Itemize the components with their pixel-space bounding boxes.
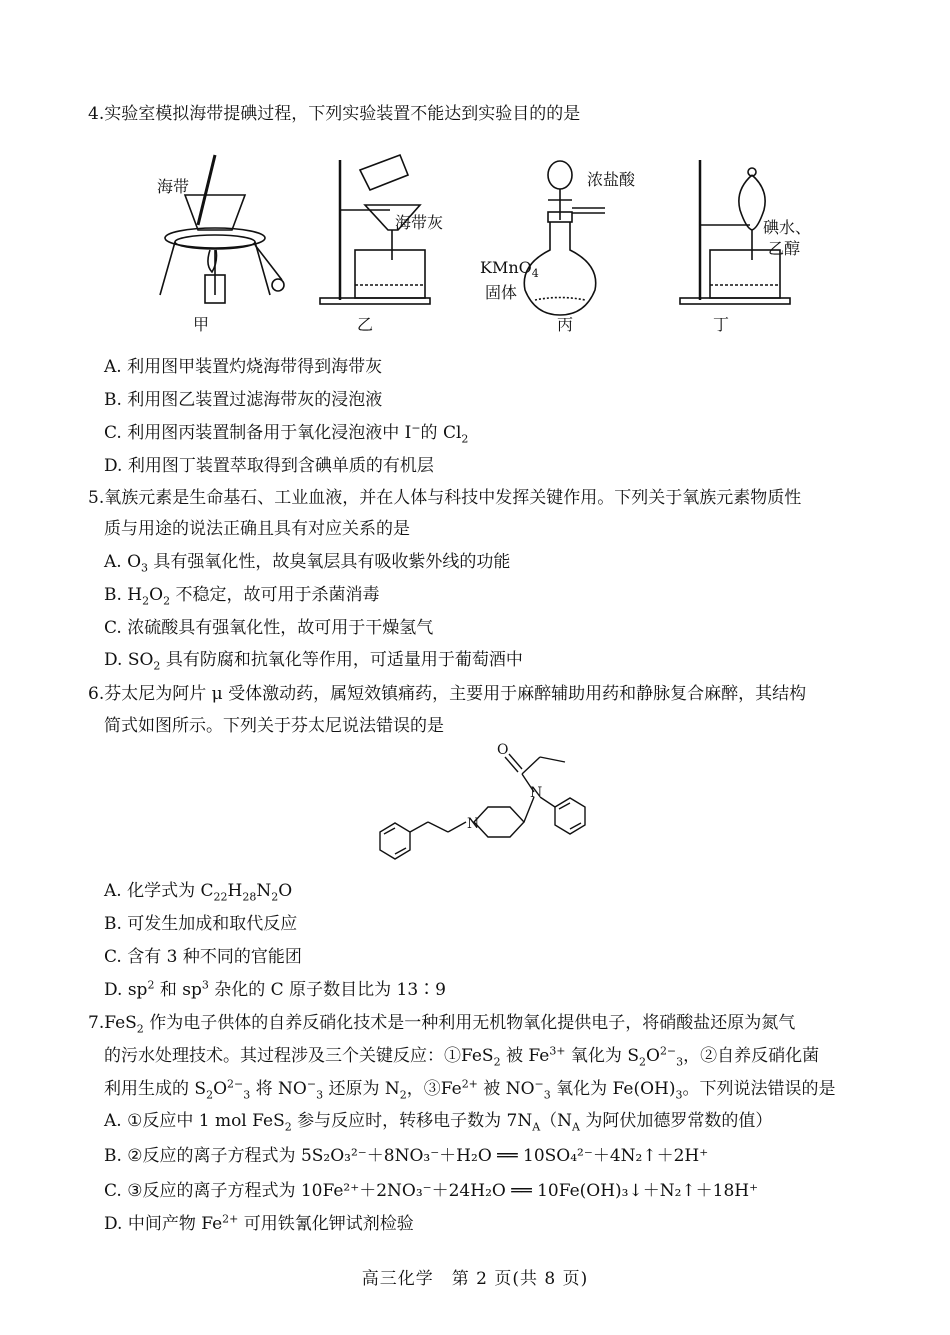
q6-option-a: A. 化学式为 $C_{22}H_{28}N_2O$ <box>104 881 293 904</box>
label-yichun: 乙醇 <box>768 239 801 258</box>
q7-option-c: C. ③反应的离子方程式为 10Fe²⁺＋2NO₃⁻＋24H₂O ══ 10Fe(OH)₃↓＋N₂↑＋18H⁺ <box>104 1181 759 1201</box>
q5-option-b: B. $H_2O_2$ 不稳定，故可用于杀菌消毒 <box>104 585 380 608</box>
q6-stem-2: 简式如图所示。下列关于芬太尼说法错误的是 <box>104 716 444 736</box>
q7-stem-1: 7.FeS$_2$ 作为电子供体的自养反硝化技术是一种利用无机物氧化提供电子，将硝酸盐还原为氮气 <box>88 1013 796 1036</box>
caption-yi: 乙 <box>357 315 374 334</box>
q5-option-c: C. 浓硫酸具有强氧化性，故可用于干燥氢气 <box>104 618 434 638</box>
page-footer: 高三化学 第 2 页(共 8 页) <box>361 1269 589 1289</box>
q6-option-b: B. 可发生加成和取代反应 <box>104 914 298 934</box>
label-guti: 固体 <box>485 283 518 302</box>
q4-option-a: A. 利用图甲装置灼烧海带得到海带灰 <box>104 357 383 377</box>
q7-option-a: A. ①反应中 1 mol FeS$_2$ 参与反应时，转移电子数为 $7N_A(N_A$ 为阿伏加德罗常数的值） <box>104 1111 773 1134</box>
fentanyl-structure <box>370 742 610 872</box>
q5-stem-2: 质与用途的说法正确且具有对应关系的是 <box>104 519 410 539</box>
q7-stem-3: 利用生成的 $S_2O^{2-}_3$ 将 $NO^-_3$ 还原为 $N_2$，$③Fe^{2+}$ 被 $NO^-_3$ 氧化为 $Fe(OH)_3$。下列说法错误的是 <box>104 1077 836 1102</box>
q4-option-d: D. 利用图丁装置萃取得到含碘单质的有机层 <box>104 456 434 476</box>
q6-option-d: D. $sp^2$ 和 $sp^3$ 杂化的 C 原子数目比为 13∶9 <box>104 978 446 1000</box>
q7-option-d: D. 中间产物 $Fe^{2+}$ 可用铁氰化钾试剂检验 <box>104 1212 414 1234</box>
q4-stem: 4.实验室模拟海带提碘过程，下列实验装置不能达到实验目的的是 <box>88 104 581 124</box>
q4-option-c: C. 利用图丙装置制备用于氧化浸泡液中 I−的 $Cl_2$ <box>104 421 469 446</box>
q6-option-c: C. 含有 3 种不同的官能团 <box>104 947 302 967</box>
atom-n-amide: N <box>530 785 543 801</box>
label-haidai: 海带 <box>157 177 190 196</box>
atom-o: O <box>497 742 509 758</box>
q5-stem-1: 5.氧族元素是生命基石、工业血液，并在人体与科技中发挥关键作用。下列关于氧族元素物质性 <box>88 488 802 508</box>
label-dianshui: 碘水、 <box>763 218 812 237</box>
label-nongyansuan: 浓盐酸 <box>587 170 636 189</box>
caption-bing: 丙 <box>557 315 574 334</box>
q6-stem-1: 6.芬太尼为阿片 μ 受体激动药，属短效镇痛药，主要用于麻醉辅助用药和静脉复合麻醉，其结构 <box>88 684 807 704</box>
caption-jia: 甲 <box>193 315 210 334</box>
q7-stem-2: 的污水处理技术。其过程涉及三个关键反应：①FeS$_2$ 被 $Fe^{3+}$ 氧化为 $S_2O^{2-}_3$，②自养反硝化菌 <box>104 1044 820 1069</box>
q7-option-b: B. ②反应的离子方程式为 5S₂O₃²⁻＋8NO₃⁻＋H₂O ══ 10SO₄²⁻＋4N₂↑＋2H⁺ <box>104 1146 709 1166</box>
q4-option-b: B. 利用图乙装置过滤海带灰的浸泡液 <box>104 390 383 410</box>
label-haidaihui: 海带灰 <box>395 213 444 232</box>
q5-option-d: D. $SO_2$ 具有防腐和抗氧化等作用，可适量用于葡萄酒中 <box>104 650 523 673</box>
q5-option-a: A. $O_3$ 具有强氧化性，故臭氧层具有吸收紫外线的功能 <box>104 552 511 575</box>
label-kmno4: KMnO$_4$ <box>480 258 539 281</box>
caption-ding: 丁 <box>713 315 730 334</box>
atom-n-ring: N <box>467 816 480 832</box>
